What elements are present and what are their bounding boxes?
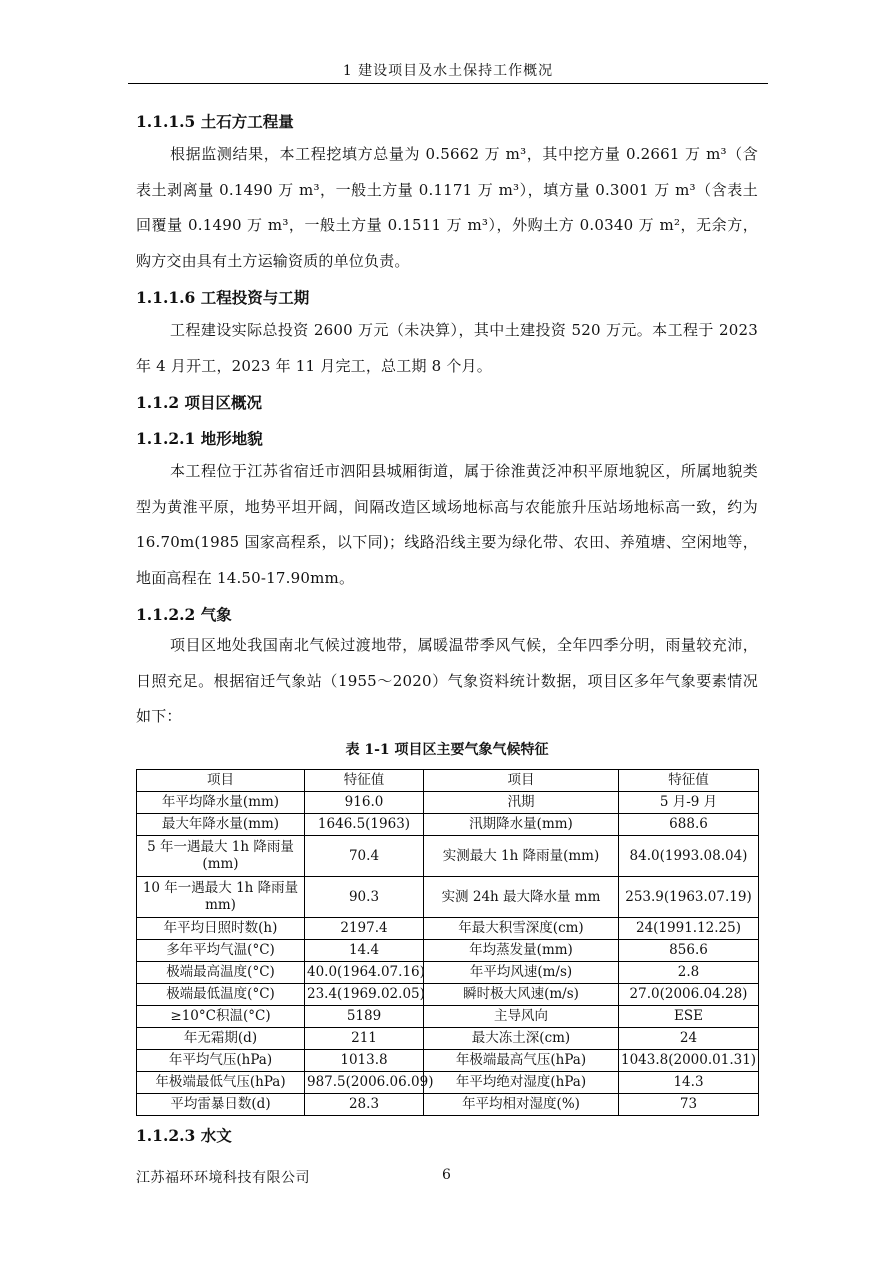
section-heading-hydrology: 1.1.2.3 水文 [136, 1126, 232, 1145]
table-cell: ESE [619, 1006, 759, 1028]
table-cell: 年平均风速(m/s) [424, 962, 619, 984]
paragraph-earthwork: 根据监测结果，本工程挖填方总量为 0.5662 万 m³，其中挖方量 0.2661 万 m³（含表土剥离量 0.1490 万 m³，一般土方量 0.1171 万 m³），填方量 0.3001 万 m³（含表土回覆量 0.1490 万 m³，一般土方量 0.1511 万 m³），外购土方 0.0340 万 m²，无余方，购方交由具有土方运输资质的单位负责。 [136, 145, 758, 270]
table-cell: 5189 [305, 1006, 424, 1028]
table-row [137, 918, 759, 940]
table-cell: 70.4 [305, 836, 424, 877]
table-row [137, 940, 759, 962]
table-cell: 14.4 [305, 940, 424, 962]
table-cell: 1013.8 [305, 1050, 424, 1072]
table-cell: 73 [619, 1094, 759, 1116]
table-row [137, 962, 759, 984]
table-header-cell: 特征值 [305, 770, 424, 792]
table-cell: 极端最低温度(°C) [137, 984, 305, 1006]
table-cell: 84.0(1993.08.04) [619, 836, 759, 877]
table-cell: 28.3 [305, 1094, 424, 1116]
table-cell: 最大冻土深(cm) [424, 1028, 619, 1050]
footer-company: 江苏福环环境科技有限公司 [136, 1170, 310, 1186]
table-header-cell: 项目 [424, 770, 619, 792]
table-cell: 10 年一遇最大 1h 降雨量 mm) [137, 877, 305, 918]
paragraph-landform: 本工程位于江苏省宿迁市泗阳县城厢街道，属于徐淮黄泛冲积平原地貌区，所属地貌类型为黄淮平原，地势平坦开阔，间隔改造区域场地标高与农能旅升压站场地标高一致，约为 16.70m(1985 国家高程系，以下同)；线路沿线主要为绿化带、农田、养殖塘、空闲地等，地面高程在 14.50-17.90mm。 [136, 462, 758, 587]
table-cell: 27.0(2006.04.28) [619, 984, 759, 1006]
table-cell: 253.9(1963.07.19) [619, 877, 759, 918]
table-cell: 年最大积雪深度(cm) [424, 918, 619, 940]
table-cell: 年极端最高气压(hPa) [424, 1050, 619, 1072]
table-cell: 主导风向 [424, 1006, 619, 1028]
table-cell: 5 年一遇最大 1h 降雨量(mm) [137, 836, 305, 877]
table-cell: 24 [619, 1028, 759, 1050]
table-cell: 最大年降水量(mm) [137, 814, 305, 836]
section-heading-project-area: 1.1.2 项目区概况 [136, 393, 263, 412]
table-cell: 实测最大 1h 降雨量(mm) [424, 836, 619, 877]
table-cell: 5 月-9 月 [619, 792, 759, 814]
table-header-row [137, 770, 759, 792]
table-header-cell: 项目 [137, 770, 305, 792]
table-cell: 年平均绝对湿度(hPa) [424, 1072, 619, 1094]
table-cell: 汛期降水量(mm) [424, 814, 619, 836]
table-row [137, 1028, 759, 1050]
table-cell: 年均蒸发量(mm) [424, 940, 619, 962]
table-cell: 实测 24h 最大降水量 mm [424, 877, 619, 918]
section-heading-earthwork: 1.1.1.5 土石方工程量 [136, 112, 294, 131]
section-heading-investment: 1.1.1.6 工程投资与工期 [136, 288, 310, 307]
table-cell: 年平均相对湿度(%) [424, 1094, 619, 1116]
table-header-cell: 特征值 [619, 770, 759, 792]
table-cell: 2197.4 [305, 918, 424, 940]
table-cell: 极端最高温度(°C) [137, 962, 305, 984]
table-row [137, 1094, 759, 1116]
page-number: 6 [442, 1167, 451, 1183]
table-row [137, 1050, 759, 1072]
table-cell: 年极端最低气压(hPa) [137, 1072, 305, 1094]
table-cell: 211 [305, 1028, 424, 1050]
table-cell: 2.8 [619, 962, 759, 984]
table-row [137, 836, 759, 877]
table-cell: 916.0 [305, 792, 424, 814]
paragraph-investment: 工程建设实际总投资 2600 万元（未决算），其中土建投资 520 万元。本工程于 2023 年 4 月开工，2023 年 11 月完工，总工期 8 个月。 [136, 321, 758, 375]
table-cell: 年平均降水量(mm) [137, 792, 305, 814]
table-cell: 90.3 [305, 877, 424, 918]
table-cell: 40.0(1964.07.16) [305, 962, 424, 984]
section-heading-landform: 1.1.2.1 地形地貌 [136, 429, 263, 448]
table-cell: 24(1991.12.25) [619, 918, 759, 940]
table-cell: 856.6 [619, 940, 759, 962]
table-cell: 23.4(1969.02.05) [305, 984, 424, 1006]
table-cell: 瞬时极大风速(m/s) [424, 984, 619, 1006]
table-cell: ≥10°C积温(°C) [137, 1006, 305, 1028]
table-cell: 987.5(2006.06.09) [305, 1072, 424, 1094]
paragraph-climate: 项目区地处我国南北气候过渡地带，属暖温带季风气候，全年四季分明，雨量较充沛，日照充足。根据宿迁气象站（1955～2020）气象资料统计数据，项目区多年气象要素情况如下： [136, 636, 758, 725]
table-cell: 汛期 [424, 792, 619, 814]
climate-table [136, 769, 759, 1116]
table-caption: 表 1-1 项目区主要气象气候特征 [345, 742, 549, 758]
table-row [137, 984, 759, 1006]
table-row [137, 877, 759, 918]
section-heading-climate: 1.1.2.2 气象 [136, 605, 232, 624]
table-cell: 年平均气压(hPa) [137, 1050, 305, 1072]
table-cell: 688.6 [619, 814, 759, 836]
table-cell: 多年平均气温(°C) [137, 940, 305, 962]
table-cell: 年平均日照时数(h) [137, 918, 305, 940]
table-row [137, 1006, 759, 1028]
table-cell: 1646.5(1963) [305, 814, 424, 836]
table-cell: 14.3 [619, 1072, 759, 1094]
table-cell: 年无霜期(d) [137, 1028, 305, 1050]
header-divider [128, 83, 768, 84]
page-header: 1 建设项目及水土保持工作概况 [342, 63, 554, 79]
table-row [137, 792, 759, 814]
table-cell: 1043.8(2000.01.31) [619, 1050, 759, 1072]
table-row [137, 1072, 759, 1094]
table-row [137, 814, 759, 836]
table-cell: 平均雷暴日数(d) [137, 1094, 305, 1116]
